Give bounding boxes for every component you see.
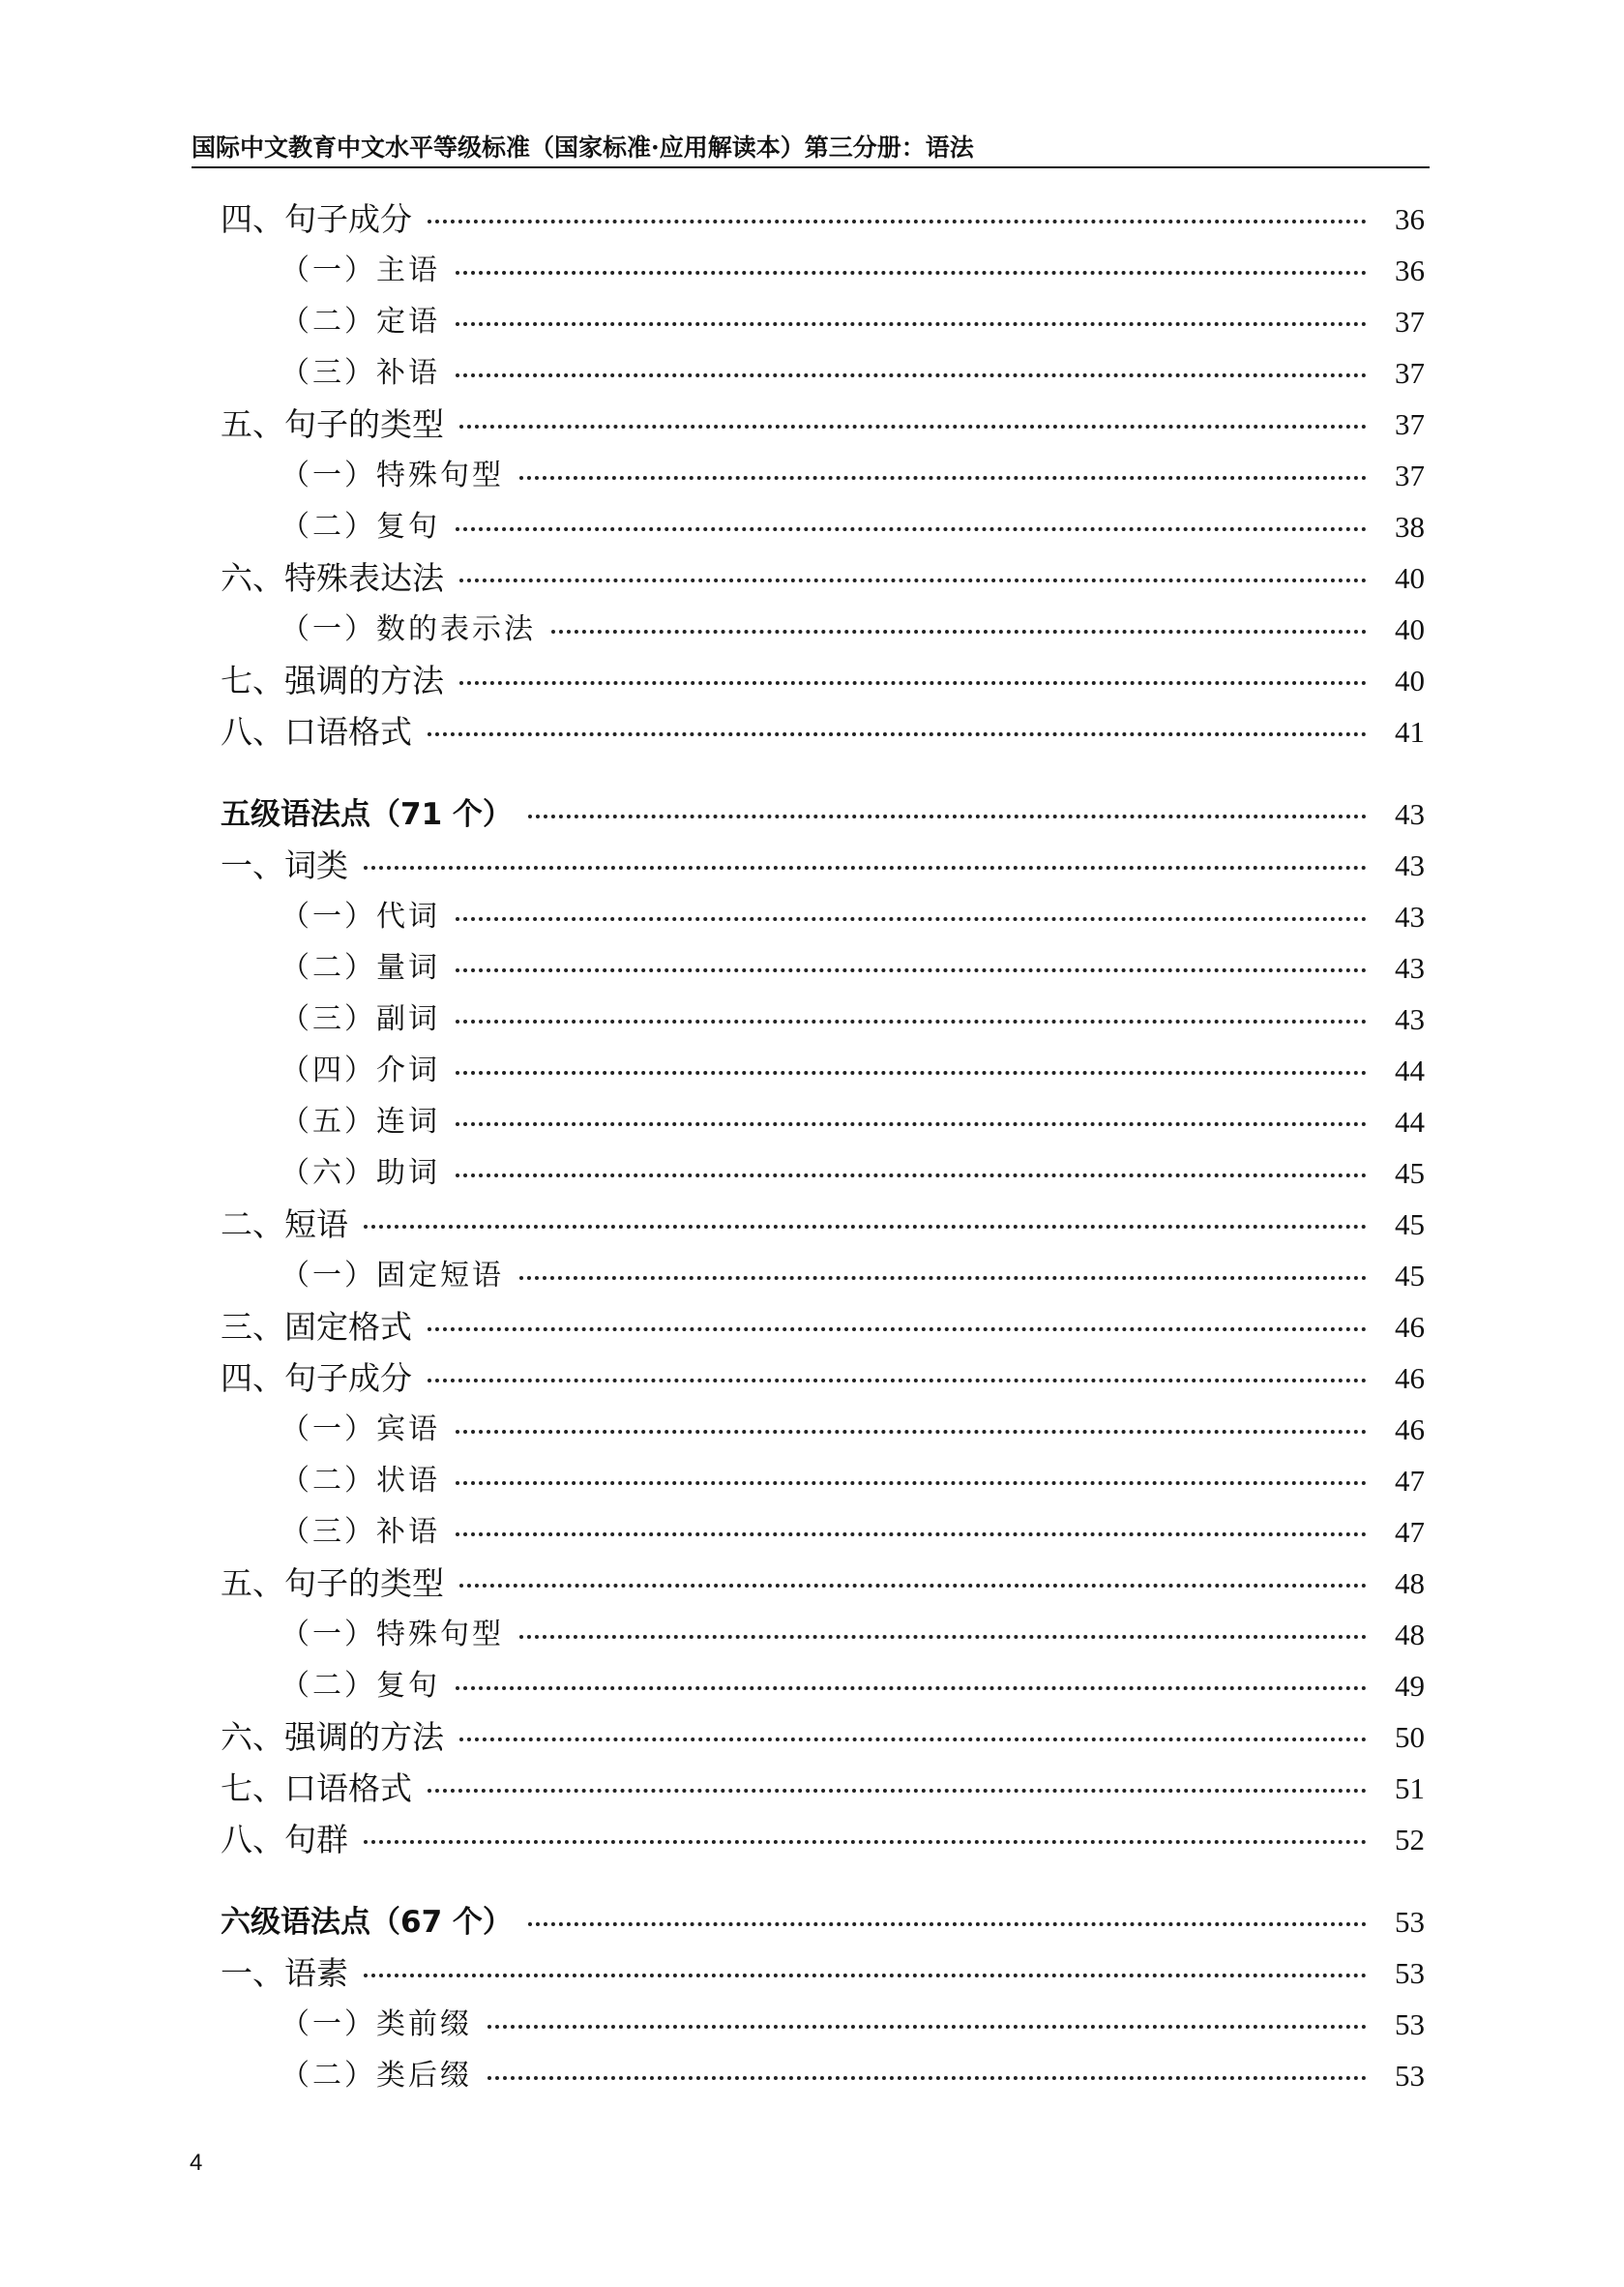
toc-entry-page-number: 43 xyxy=(1395,951,1425,985)
toc-dot-leader xyxy=(456,1430,1367,1434)
toc-entry xyxy=(281,299,1425,345)
toc-dot-leader xyxy=(487,2025,1367,2029)
toc-entry-page-number: 46 xyxy=(1395,1412,1425,1446)
toc-entry-page-number: 37 xyxy=(1395,459,1425,492)
toc-entry-label: （四）介词 xyxy=(281,1054,440,1087)
toc-entry xyxy=(281,1099,1425,1145)
toc-entry-label: （二）复句 xyxy=(281,510,440,544)
toc-entry-page-number: 43 xyxy=(1395,848,1425,882)
toc-entry-label: 六、强调的方法 xyxy=(221,1718,444,1756)
toc-entry-page-number: 36 xyxy=(1395,202,1425,236)
toc-entry-page-number: 53 xyxy=(1395,1956,1425,1990)
toc-entry-label: （一）类前缀 xyxy=(281,2007,472,2041)
toc-entry-label: （六）助词 xyxy=(281,1156,440,1190)
toc-entry-page-number: 37 xyxy=(1395,407,1425,441)
toc-entry xyxy=(221,1714,1425,1761)
toc-dot-leader xyxy=(428,1327,1367,1331)
toc-entry-label: （三）副词 xyxy=(281,1002,440,1036)
toc-dot-leader xyxy=(428,1379,1367,1382)
toc-entry xyxy=(281,894,1425,940)
toc-entry xyxy=(281,1509,1425,1556)
toc-dot-leader xyxy=(459,1584,1367,1588)
toc-entry-page-number: 36 xyxy=(1395,253,1425,287)
toc-entry xyxy=(281,1253,1425,1299)
toc-section-heading xyxy=(221,1899,1425,1945)
toc-entry xyxy=(281,607,1425,653)
toc-entry-page-number: 40 xyxy=(1395,561,1425,595)
toc-dot-leader xyxy=(364,1225,1367,1229)
toc-entry-label: 六级语法点（67 个） xyxy=(221,1905,513,1940)
toc-entry-page-number: 45 xyxy=(1395,1207,1425,1241)
toc-entry xyxy=(281,248,1425,294)
toc-dot-leader xyxy=(364,1974,1367,1977)
toc-entry-label: （一）固定短语 xyxy=(281,1259,504,1292)
toc-entry-page-number: 38 xyxy=(1395,510,1425,544)
toc-dot-leader xyxy=(456,1071,1367,1075)
toc-entry xyxy=(281,1458,1425,1504)
toc-entry-page-number: 44 xyxy=(1395,1105,1425,1139)
toc-entry-label: （一）特殊句型 xyxy=(281,1618,504,1651)
toc-entry-page-number: 44 xyxy=(1395,1054,1425,1087)
toc-entry xyxy=(221,843,1425,889)
running-header-title: 国际中文教育中文水平等级标准（国家标准·应用解读本）第三分册：语法 xyxy=(192,134,974,162)
toc-dot-leader xyxy=(428,1789,1367,1793)
toc-entry-label: （一）宾语 xyxy=(281,1412,440,1446)
toc-entry xyxy=(281,1048,1425,1094)
toc-entry-page-number: 46 xyxy=(1395,1361,1425,1395)
toc-entry xyxy=(281,2053,1425,2099)
toc-entry xyxy=(281,2002,1425,2048)
toc-entry-page-number: 49 xyxy=(1395,1669,1425,1703)
toc-section-heading xyxy=(221,791,1425,838)
toc-entry-page-number: 51 xyxy=(1395,1771,1425,1805)
toc-entry-label: 七、口语格式 xyxy=(221,1769,412,1807)
toc-entry-page-number: 41 xyxy=(1395,715,1425,749)
toc-entry-page-number: 48 xyxy=(1395,1618,1425,1651)
toc-entry xyxy=(281,504,1425,550)
toc-dot-leader xyxy=(456,1686,1367,1690)
toc-entry-label: （一）数的表示法 xyxy=(281,612,536,646)
toc-entry-label: 五、句子的类型 xyxy=(221,405,444,443)
toc-entry-label: （二）复句 xyxy=(281,1669,440,1703)
toc-entry xyxy=(221,1817,1425,1863)
toc-entry-page-number: 48 xyxy=(1395,1566,1425,1600)
toc-dot-leader xyxy=(456,373,1367,377)
toc-entry-page-number: 45 xyxy=(1395,1259,1425,1292)
toc-entry-label: （二）定语 xyxy=(281,305,440,339)
toc-entry-label: 一、语素 xyxy=(221,1954,348,1992)
toc-dot-leader xyxy=(428,220,1367,223)
toc-dot-leader xyxy=(519,1276,1367,1280)
toc-dot-leader xyxy=(456,917,1367,921)
toc-entry xyxy=(281,1663,1425,1709)
toc-dot-leader xyxy=(487,2076,1367,2080)
toc-entry-label: 四、句子成分 xyxy=(221,1359,412,1397)
toc-dot-leader xyxy=(428,732,1367,736)
toc-entry-label: （一）代词 xyxy=(281,900,440,934)
toc-entry-label: 八、句群 xyxy=(221,1821,348,1858)
toc-entry-label: （二）类后缀 xyxy=(281,2059,472,2093)
toc-entry-page-number: 37 xyxy=(1395,356,1425,390)
toc-entry xyxy=(221,1304,1425,1351)
toc-entry xyxy=(281,945,1425,992)
toc-entry-page-number: 46 xyxy=(1395,1310,1425,1344)
page-number: 4 xyxy=(190,2150,203,2176)
toc-entry-page-number: 45 xyxy=(1395,1156,1425,1190)
toc-entry xyxy=(221,1355,1425,1402)
toc-entry xyxy=(281,1407,1425,1453)
toc-entry-label: （二）状语 xyxy=(281,1464,440,1498)
toc-entry-page-number: 43 xyxy=(1395,1002,1425,1036)
toc-entry-page-number: 53 xyxy=(1395,2007,1425,2041)
toc-entry-page-number: 40 xyxy=(1395,612,1425,646)
toc-dot-leader xyxy=(456,322,1367,326)
toc-entry-label: 一、词类 xyxy=(221,846,348,884)
toc-dot-leader xyxy=(364,1840,1367,1844)
toc-dot-leader xyxy=(364,866,1367,870)
toc-entry-page-number: 43 xyxy=(1395,900,1425,934)
toc-dot-leader xyxy=(459,579,1367,582)
toc-entry xyxy=(221,1766,1425,1812)
toc-dot-leader xyxy=(519,476,1367,480)
toc-entry xyxy=(221,1560,1425,1607)
toc-entry-label: （二）量词 xyxy=(281,951,440,985)
toc-entry-label: 三、固定格式 xyxy=(221,1308,412,1346)
toc-entry xyxy=(281,453,1425,499)
toc-dot-leader xyxy=(528,815,1367,818)
toc-entry-page-number: 50 xyxy=(1395,1720,1425,1754)
toc-entry-label: （一）主语 xyxy=(281,253,440,287)
toc-entry-label: 四、句子成分 xyxy=(221,200,412,238)
toc-dot-leader xyxy=(459,681,1367,685)
toc-entry-label: （三）补语 xyxy=(281,1515,440,1549)
toc-entry xyxy=(221,196,1425,243)
toc-entry-page-number: 40 xyxy=(1395,664,1425,698)
toc-dot-leader xyxy=(551,630,1367,634)
toc-entry-page-number: 37 xyxy=(1395,305,1425,339)
toc-entry-label: 五、句子的类型 xyxy=(221,1564,444,1602)
toc-dot-leader xyxy=(459,1738,1367,1741)
toc-dot-leader xyxy=(459,425,1367,429)
toc-dot-leader xyxy=(456,527,1367,531)
toc-dot-leader xyxy=(456,271,1367,275)
toc-entry xyxy=(221,1950,1425,1997)
toc-entry-label: 八、口语格式 xyxy=(221,713,412,751)
toc-entry-page-number: 47 xyxy=(1395,1464,1425,1498)
toc-entry-label: 二、短语 xyxy=(221,1205,348,1243)
toc-entry xyxy=(221,555,1425,602)
toc-entry-page-number: 43 xyxy=(1395,797,1425,831)
toc-entry xyxy=(221,658,1425,704)
toc-entry xyxy=(221,401,1425,448)
toc-dot-leader xyxy=(456,1532,1367,1536)
toc-dot-leader xyxy=(456,1481,1367,1485)
toc-entry-page-number: 47 xyxy=(1395,1515,1425,1549)
toc-entry-label: 六、特殊表达法 xyxy=(221,559,444,597)
toc-entry xyxy=(281,1612,1425,1658)
toc-entry xyxy=(281,1150,1425,1197)
toc-entry-page-number: 53 xyxy=(1395,2059,1425,2093)
toc-entry-page-number: 53 xyxy=(1395,1905,1425,1939)
toc-dot-leader xyxy=(456,968,1367,972)
toc-entry-label: 五级语法点（71 个） xyxy=(221,797,513,832)
toc-dot-leader xyxy=(456,1173,1367,1177)
toc-entry-label: （五）连词 xyxy=(281,1105,440,1139)
toc-entry xyxy=(281,350,1425,397)
toc-entry xyxy=(221,709,1425,756)
toc-dot-leader xyxy=(456,1122,1367,1126)
toc-dot-leader xyxy=(528,1922,1367,1926)
toc-dot-leader xyxy=(519,1635,1367,1639)
toc-entry-label: 七、强调的方法 xyxy=(221,662,444,699)
toc-dot-leader xyxy=(456,1020,1367,1024)
toc-entry-label: （三）补语 xyxy=(281,356,440,390)
toc-entry-page-number: 52 xyxy=(1395,1823,1425,1856)
toc-entry-label: （一）特殊句型 xyxy=(281,459,504,492)
toc-entry xyxy=(221,1202,1425,1248)
toc-entry xyxy=(281,996,1425,1043)
